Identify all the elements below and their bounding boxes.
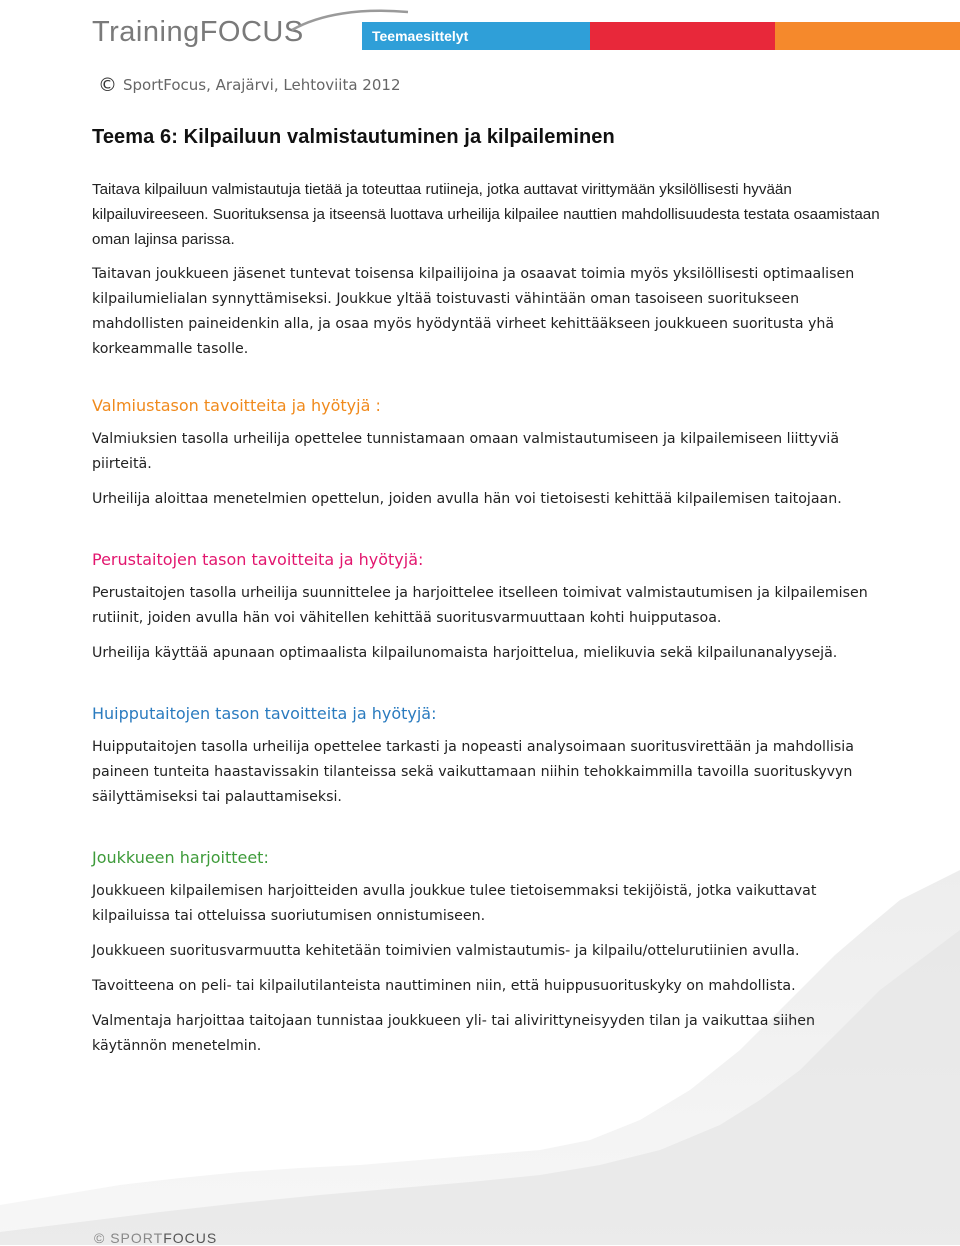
header-color-bars (362, 22, 960, 50)
joukkue-paragraph-3: Tavoitteena on peli- tai kilpailutilanteista nauttiminen niin, että huippusuorituskyky on mahdollista. (92, 978, 796, 994)
footer-brand-sport: SPORT (110, 1230, 164, 1246)
section-tab-teemaesittelyt: Teemaesittelyt (362, 22, 590, 50)
perus-paragraph-2: Urheilija käyttää apunaan optimaalista kilpailunomaista harjoittelua, mielikuvia sekä kilpailunanalyysejä. (92, 645, 838, 661)
logo-text-training: Training (92, 16, 200, 48)
huippu-paragraph-1: Huipputaitojen tasolla urheilija opettelee tarkasti ja nopeasti analysoimaan suoritusvirettään ja mahdollisia paineen tunteita haastavissakin tilanteissa sekä vaikuttamaan niihin tehokkaimmilla tavoilla suorituskyvyn säilyttämiseksi tai palauttamiseksi. (92, 739, 854, 805)
footer-sportfocus-logo (94, 1230, 217, 1246)
heading-perustaidot: Perustaitojen tason tavoitteita ja hyötyjä: (92, 550, 424, 569)
intro-paragraph-1: Taitava kilpailuun valmistautuja tietää ja toteuttaa rutiineja, jotka auttavat virittymään yksilöllisesti hyvään kilpailuvireeseen. Suorituksensa ja itseensä luottava urheilija kilpailee nauttien mahdollisuudesta testata osaamistaan oman lajinsa parissa. (92, 181, 880, 248)
page-title: Teema 6: Kilpailuun valmistautuminen ja kilpaileminen (92, 126, 615, 148)
header-bar-red (590, 22, 775, 50)
document-body (92, 126, 882, 1069)
intro-paragraph-2: Taitavan joukkueen jäsenet tuntevat toisensa kilpailijoina ja osaavat toimia myös yksilöllisesti optimaalisen kilpailumielialan synnyttämiseksi. Joukkue yltää toistuvasti vähintään oman tasoiseen suoritukseen mahdollisten paineidenkin alla, ja osaa myös hyödyntää virheet kehittääkseen joukkueen suoritusta yhä korkeammalle tasolle. (92, 266, 855, 357)
copyright-text: SportFocus, Arajärvi, Lehtoviita 2012 (123, 76, 401, 94)
footer-brand-focus: FOCUS (163, 1230, 218, 1246)
copyright-icon: © (98, 74, 117, 96)
valmius-paragraph-1: Valmiuksien tasolla urheilija opettelee tunnistamaan omaan valmistautumiseen ja kilpailemiseen liittyviä piirteitä. (92, 431, 840, 472)
joukkue-paragraph-4: Valmentaja harjoittaa taitojaan tunnistaa joukkueen yli- tai alivirittyneisyyden tilan ja vaikuttaa siihen käytännön menetelmin. (92, 1013, 815, 1054)
training-focus-logo (92, 16, 304, 49)
header-bar-orange (775, 22, 960, 50)
logo-text-focus: FOCUS (199, 16, 304, 48)
perus-paragraph-1: Perustaitojen tasolla urheilija suunnittelee ja harjoittelee itselleen toimivat valmistautumisen ja kilpailemisen rutiinit, joiden avulla hän voi vähitellen kehittää suoritusvarmuuttaan kohti huipputasoa. (92, 585, 868, 626)
heading-joukkueen-harjoitteet: Joukkueen harjoitteet: (92, 848, 269, 867)
heading-huipputaidot: Huipputaitojen tason tavoitteita ja hyötyjä: (92, 704, 437, 723)
copyright-line (98, 74, 401, 96)
footer-copyright-icon: © (94, 1230, 106, 1246)
heading-valmiustaso: Valmiustason tavoitteita ja hyötyjä : (92, 396, 381, 415)
joukkue-paragraph-2: Joukkueen suoritusvarmuutta kehitetään toimivien valmistautumis- ja kilpailu/ottelurutiinien avulla. (92, 943, 800, 959)
joukkue-paragraph-1: Joukkueen kilpailemisen harjoitteiden avulla joukkue tulee tietoisemmaksi tekijöistä, jotka vaikuttavat kilpailuissa tai otteluissa suoriutumisen onnistumiseen. (92, 883, 817, 924)
valmius-paragraph-2: Urheilija aloittaa menetelmien opettelun, joiden avulla hän voi tietoisesti kehittää kilpailemisen taitojaan. (92, 491, 842, 507)
